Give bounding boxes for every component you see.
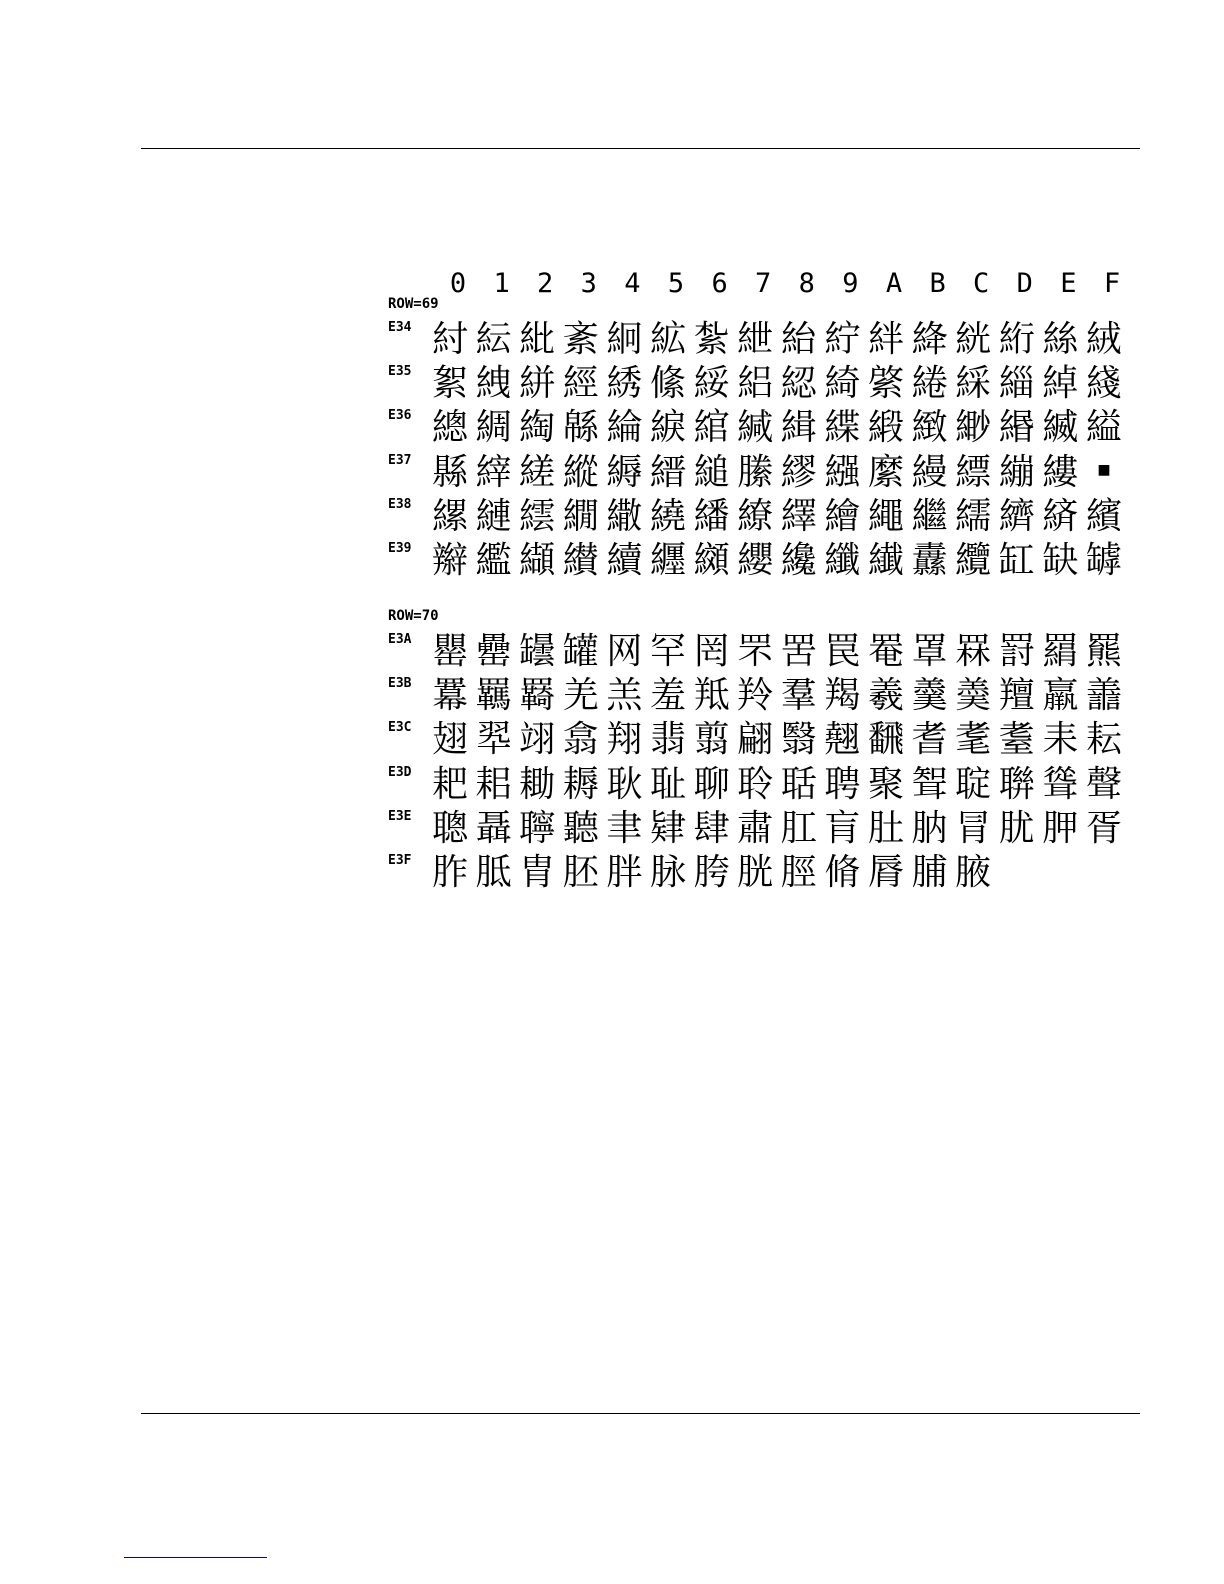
glyph-cell: 肓 [824,807,861,849]
glyph-cell: 胙 [431,852,468,893]
glyph-cell: 翡 [649,719,686,761]
glyph-cell: 紮 [693,319,730,360]
glyph-cell: 縢 [737,451,774,493]
glyph-cell: 罌 [431,631,468,672]
glyph-cell: 經 [562,363,599,405]
glyph-cell: 辮 [431,540,468,581]
char-row [388,318,1148,362]
glyph-cell: 絅 [606,319,643,360]
glyph-cell: 耜 [475,763,512,805]
glyph-cell: 絲 [1042,319,1079,360]
glyph-cell: 肭 [911,807,948,849]
row-code: E34 [388,320,412,335]
glyph-cell: 縵 [911,451,948,493]
glyph-cell: 聚 [867,763,904,805]
glyph-cell: 羶 [998,675,1035,717]
char-row [388,851,1148,895]
glyph-cell: 罕 [649,631,686,672]
glyph-cell: 緤 [824,407,861,449]
glyph-cell: 聊 [693,763,730,805]
glyph-cell: 縒 [519,451,556,493]
glyph-cell: 聲 [1085,763,1122,805]
glyph-cell: 紜 [475,319,512,360]
row-code: E3C [388,720,412,736]
column-header: F [1103,268,1121,299]
glyph-cell: 絏 [475,363,512,405]
glyph-cell: 纉 [562,540,599,581]
glyph-cell: 飜 [867,719,904,761]
glyph-cell: 絽 [737,363,774,405]
glyph-cell: 肚 [867,807,904,849]
glyph-cell: 纓 [737,540,774,581]
glyph-cell: 羈 [475,675,512,717]
row-title-69: ROW=69 [388,296,439,312]
char-row [388,807,1148,851]
glyph-cell: 絛 [649,363,686,405]
glyph-cell: 羃 [431,675,468,717]
glyph-cell: 縡 [475,451,512,493]
row-code: E3D [388,764,412,780]
glyph-cell: 罩 [911,631,948,672]
column-header: 9 [842,268,859,299]
column-header: C [973,268,990,299]
glyph-cell: 綰 [693,407,730,449]
glyph-cell: 罅 [1085,540,1122,581]
glyph-cell: 繦 [824,451,861,493]
glyph-cell: 羞 [649,675,686,717]
char-row [388,763,1148,807]
char-row [388,674,1148,718]
glyph-cell: 聢 [955,763,992,805]
glyph-cell: 繆 [780,451,817,493]
column-header: E [1060,268,1077,299]
glyph-cell: 繞 [649,495,686,537]
glyph-cell: 羇 [519,675,556,717]
glyph-cell: 縺 [475,495,512,537]
glyph-cell: 脣 [867,852,904,893]
glyph-cell: 腋 [955,852,992,893]
glyph-cell: 羝 [693,675,730,717]
column-header: 6 [711,268,728,299]
glyph-cell: 耡 [519,763,556,805]
glyph-cell: 繝 [562,495,599,537]
glyph-cell: 纛 [911,540,948,581]
glyph-cell: 纜 [955,540,992,581]
glyph-cell: 耄 [955,719,992,761]
glyph-cell: 羔 [606,675,643,717]
glyph-cell: 羯 [824,675,861,717]
glyph-cell: 翩 [737,719,774,761]
glyph-cell: 羹 [911,675,948,717]
glyph-cell: 絆 [867,319,904,360]
glyph-cell: ■ [1097,461,1111,478]
char-row [388,718,1148,762]
glyph-cell: 聘 [824,763,861,805]
glyph-cell: 胝 [475,852,512,893]
glyph-cell: 絣 [519,363,556,405]
glyph-cell: 緞 [867,407,904,449]
glyph-cell: 絎 [998,319,1035,360]
glyph-cell: 聰 [431,807,468,849]
char-row [388,406,1148,450]
column-header: 7 [755,268,772,299]
glyph-cell: 脯 [911,852,948,893]
glyph-cell: 聨 [998,763,1035,805]
column-header: 5 [667,268,685,299]
glyph-cell: 縟 [606,451,643,493]
glyph-cell: 羚 [737,675,774,717]
glyph-cell: 繹 [780,495,817,537]
glyph-cell: 綣 [911,363,948,405]
top-rule [141,148,1140,149]
glyph-cell: 繼 [911,495,948,537]
glyph-cell: 紵 [824,319,861,360]
glyph-cell: 紕 [519,319,556,360]
glyph-cell: 繻 [955,495,992,537]
glyph-cell: 翊 [519,719,556,761]
glyph-cell: 綢 [475,407,512,449]
glyph-cell: 缺 [1042,540,1079,581]
glyph-cell: 纈 [519,540,556,581]
glyph-cell: 聳 [1042,763,1079,805]
glyph-cell: 聒 [780,763,817,805]
glyph-cell: 繩 [867,495,904,537]
glyph-cell: 脉 [649,852,686,893]
glyph-cell: 耨 [562,763,599,805]
column-header: 8 [798,268,815,299]
glyph-cell: 綫 [1085,363,1122,405]
glyph-cell: 縱 [562,451,599,493]
glyph-cell: 縷 [1042,451,1079,493]
glyph-cell: 繪 [824,495,861,537]
row-code: E3A [388,632,412,647]
glyph-cell: 缸 [998,540,1035,581]
glyph-cell: 緲 [955,407,992,449]
glyph-cell: 縹 [955,451,992,493]
glyph-cell: 繿 [475,540,512,581]
glyph-cell: 絋 [649,319,686,360]
glyph-cell: 綵 [955,363,992,405]
column-header: 4 [624,268,641,299]
glyph-cell: 耆 [911,719,948,761]
glyph-cell: 聽 [562,807,599,849]
glyph-cell: 綏 [693,363,730,405]
glyph-cell: 胛 [1042,807,1079,849]
glyph-cell: 脩 [824,852,861,893]
glyph-cell: 纔 [780,540,817,581]
glyph-cell: 紂 [431,319,468,360]
glyph-cell: 肅 [737,807,774,849]
column-header-row [436,266,1136,302]
glyph-cell: 縋 [693,451,730,493]
glyph-cell: 纎 [867,540,904,581]
glyph-cell: 罨 [867,631,904,672]
glyph-cell: 縉 [649,451,686,493]
glyph-cell: 絮 [431,363,468,405]
column-header: 0 [449,268,467,299]
glyph-cell: 羣 [780,675,817,717]
glyph-cell: 綉 [606,363,643,405]
glyph-cell: 耻 [649,763,686,805]
glyph-cell: 肆 [693,807,730,849]
glyph-cell: 絨 [1085,319,1122,360]
glyph-cell: 縊 [1085,407,1122,449]
glyph-cell: 緻 [911,407,948,449]
glyph-cell: 翳 [780,719,817,761]
row-title-70: ROW=70 [388,608,439,624]
row-code: E37 [388,452,412,468]
row-code: E3F [388,853,412,868]
glyph-cell: 翕 [562,719,599,761]
glyph-cell: 羸 [1042,675,1079,717]
glyph-cell: 肄 [649,807,686,849]
glyph-cell: 紿 [780,319,817,360]
glyph-cell: 羆 [1085,631,1122,672]
glyph-cell: 縻 [867,451,904,493]
row-code: E35 [388,364,412,380]
glyph-cell: 縲 [431,495,468,537]
glyph-cell: 總 [431,407,468,449]
glyph-cell: 緜 [562,407,599,449]
glyph-cell: 翹 [824,719,861,761]
glyph-cell: 縅 [1042,407,1079,449]
column-header: 1 [493,268,510,299]
bottom-rule [141,1413,1140,1414]
glyph-cell: 綽 [1042,363,1079,405]
glyph-cell: 纒 [649,540,686,581]
char-row [388,539,1148,583]
glyph-cell: 繖 [606,495,643,537]
glyph-cell: 胖 [606,852,643,893]
glyph-cell: 胚 [562,852,599,893]
glyph-cell: 翔 [606,719,643,761]
column-header: 3 [580,268,597,299]
glyph-cell: 繙 [693,495,730,537]
glyph-cell: 緡 [998,407,1035,449]
column-header: 2 [537,268,554,299]
glyph-cell: 胱 [737,852,774,893]
row-code: E3B [388,676,412,692]
glyph-cell: 緇 [998,363,1035,405]
glyph-cell: 羲 [867,675,904,717]
glyph-cell: 聶 [475,807,512,849]
glyph-cell: 綮 [867,363,904,405]
glyph-cell: 聆 [737,763,774,805]
glyph-cell: 羮 [955,675,992,717]
char-row [388,451,1148,495]
glyph-cell: 罘 [737,631,774,672]
glyph-cell: 綯 [519,407,556,449]
glyph-cell: 耘 [1085,719,1122,761]
row-code: E39 [388,541,412,556]
glyph-cell: 緝 [780,407,817,449]
glyph-cell: 罔 [693,631,730,672]
glyph-cell: 絖 [955,319,992,360]
glyph-cell: 綺 [824,363,861,405]
glyph-cell: 冐 [955,807,992,849]
glyph-cell: 緘 [737,407,774,449]
glyph-cell: 罸 [998,631,1035,672]
glyph-cell: 罟 [780,631,817,672]
glyph-cell: 耋 [998,719,1035,761]
glyph-cell: 翦 [693,719,730,761]
row-code: E38 [388,496,412,512]
glyph-cell: 罎 [519,631,556,672]
glyph-cell: 縣 [431,451,468,493]
footer-link-underline [124,1557,267,1558]
column-header: B [929,268,946,299]
column-header: A [885,268,903,299]
glyph-cell: 譱 [1085,675,1122,717]
glyph-cell: 胄 [519,852,556,893]
glyph-cell: 聟 [911,763,948,805]
glyph-cell: 繃 [998,451,1035,493]
glyph-cell: 罧 [955,631,992,672]
glyph-cell: 聹 [519,807,556,849]
glyph-cell: 网 [606,631,643,672]
glyph-cell: 脛 [780,852,817,893]
row-code: E3E [388,808,412,824]
glyph-cell: 罐 [562,631,599,672]
glyph-cell: 纃 [998,495,1035,537]
glyph-cell: 紲 [737,319,774,360]
char-row [388,495,1148,539]
glyph-cell: 肬 [998,807,1035,849]
glyph-cell: 綟 [649,407,686,449]
glyph-cell: 耿 [606,763,643,805]
glyph-cell: 耒 [1042,719,1079,761]
glyph-cell: 綛 [780,363,817,405]
glyph-cell: 綸 [606,407,643,449]
glyph-cell: 翆 [475,719,512,761]
glyph-cell: 聿 [606,807,643,849]
glyph-cell: 繽 [1085,495,1122,537]
glyph-cell: 罍 [475,631,512,672]
glyph-cell: 纐 [693,540,730,581]
glyph-cell: 繧 [519,495,556,537]
glyph-cell: 緕 [1042,495,1079,537]
glyph-cell: 胯 [693,852,730,893]
glyph-cell: 肛 [780,807,817,849]
glyph-cell: 紊 [562,319,599,360]
row-code: E36 [388,408,412,424]
glyph-cell: 翅 [431,719,468,761]
glyph-cell: 纖 [824,540,861,581]
glyph-cell: 罠 [824,631,861,672]
char-row [388,362,1148,406]
glyph-cell: 胥 [1085,807,1122,849]
column-header: D [1016,268,1033,299]
char-row [388,630,1148,674]
glyph-cell: 羂 [1042,631,1079,672]
glyph-cell: 繚 [737,495,774,537]
glyph-cell: 絳 [911,319,948,360]
glyph-cell: 羌 [562,675,599,717]
glyph-cell: 耙 [431,763,468,805]
glyph-cell: 續 [606,540,643,581]
